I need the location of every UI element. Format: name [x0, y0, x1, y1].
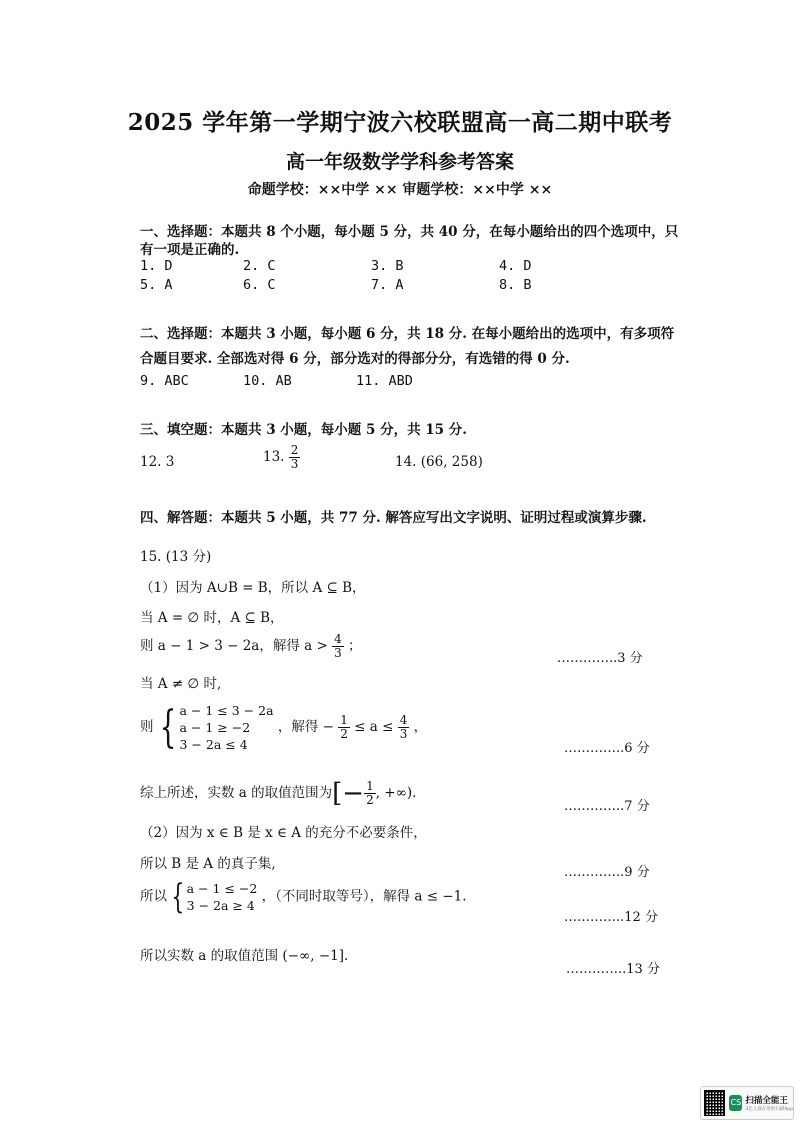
q15-system-1-row: a − 1 ≤ 3 − 2a: [179, 703, 274, 718]
answer-14-value: (66, 258): [420, 454, 483, 470]
q15-line9: [140, 877, 467, 917]
q15-line2: 当 A = ∅ 时，A ⊆ B，: [140, 610, 284, 626]
q15-line6-open: [−: [332, 778, 365, 809]
q15-line3-fraction: [332, 633, 344, 660]
q15-line7: （2）因为 x ∈ B 是 x ∈ A 的充分不必要条件，: [140, 825, 427, 841]
qr-code-icon: [704, 1090, 725, 1116]
score-7: …………..7 分: [564, 799, 650, 814]
school-info: 命题学校：××中学 ×× 审题学校：××中学 ××: [247, 182, 553, 198]
section2-heading-line1: 二、选择题：本题共 3 小题，每小题 6 分，共 18 分. 在每小题给出的选项中，有多项符: [140, 326, 675, 342]
q15-line6-close: , +∞).: [375, 785, 417, 801]
section4-heading: 四、解答题：本题共 5 小题，共 77 分. 解答应写出文字说明、证明过程或演算步骤.: [140, 510, 647, 526]
q15-system-1-row: 3 − 2a ≤ 4: [179, 737, 248, 752]
scanner-watermark: [700, 1086, 794, 1120]
answer-4: 4. D: [499, 258, 532, 274]
q15-line5-mid: ≤ a ≤: [354, 719, 394, 735]
score-13: …………..13 分: [566, 962, 660, 977]
answer-10: 10. AB: [243, 373, 292, 389]
q15-line6-numerator: 1: [366, 779, 374, 793]
answer-14: [395, 454, 483, 470]
q15-line8: 所以 B 是 A 的真子集,: [140, 856, 276, 872]
answer-13-label: 13.: [263, 449, 285, 465]
answer-13-numerator: 2: [290, 443, 299, 457]
score-12: …………..12 分: [564, 910, 658, 925]
answer-9: 9. ABC: [140, 373, 189, 389]
answer-11: 11. ABD: [356, 373, 413, 389]
answer-5: 5. A: [140, 277, 173, 293]
q15-system-2-row: a − 1 ≤ −2: [186, 881, 258, 896]
q15-line5-prefix: 则: [140, 719, 154, 735]
brace-icon: {: [171, 877, 185, 917]
answer-13-denominator: 3: [290, 457, 299, 471]
q15-line3-text: 则 a − 1 > 3 − 2a，解得 a >: [140, 638, 328, 654]
q15-line5-numerator-2: 4: [399, 713, 408, 727]
q15-line5-fraction-1: [338, 714, 350, 741]
q15-system-1: [180, 702, 274, 753]
q15-system-2-row: 3 − 2a ≥ 4: [186, 898, 255, 913]
q15-line3-denominator: 3: [334, 646, 342, 660]
answer-13-fraction: [289, 444, 301, 471]
q15-line5-numerator-1: 1: [340, 713, 348, 727]
q15-line5-text: ，解得 −: [277, 719, 334, 735]
section1-heading-line1: 一、选择题：本题共 8 个小题，每小题 5 分，共 40 分，在每小题给出的四个选项中，只: [140, 224, 679, 240]
scanner-tagline: 3亿人都在用的扫描App: [745, 1107, 793, 1112]
q15-system-1-row: a − 1 ≥ −2: [179, 720, 251, 735]
answer-1: 1. D: [140, 258, 173, 274]
page-title: 2025 学年第一学期宁波六校联盟高一高二期中联考: [127, 109, 673, 136]
answer-12-label: 12.: [140, 454, 162, 470]
q15-line6-text: 综上所述，实数 a 的取值范围为: [140, 785, 333, 801]
score-9: …………..9 分: [564, 865, 650, 880]
q15-line6: [140, 780, 416, 807]
q15-line3-end: ；: [348, 638, 362, 654]
answer-2: 2. C: [243, 258, 276, 274]
answer-6: 6. C: [243, 277, 276, 293]
score-3: …………..3 分: [557, 651, 643, 666]
q15-line6-fraction: [364, 780, 376, 807]
q15-line9-prefix: 所以: [140, 888, 167, 905]
q15-line4: 当 A ≠ ∅ 时,: [140, 676, 222, 692]
answer-7: 7. A: [371, 277, 404, 293]
section1-heading-line2: 有一项是正确的.: [140, 242, 240, 258]
q15-line5: [140, 702, 427, 753]
q15-line5-denominator-1: 2: [340, 727, 348, 741]
section2-heading-line2: 合题目要求. 全部选对得 6 分，部分选对的得部分分，有选错的得 0 分.: [140, 351, 570, 367]
q15-line9-text: ，（不同时取等号），解得 a ≤ −1.: [261, 888, 467, 905]
q15-line5-denominator-2: 3: [399, 727, 408, 741]
q15-line6-denominator: 2: [366, 793, 374, 807]
answer-13: [263, 444, 300, 471]
q15-line5-end: ，: [413, 719, 428, 735]
q15-line3-numerator: 4: [334, 632, 342, 646]
q15-title: 15. (13 分): [140, 549, 212, 565]
q15-line10: 所以实数 a 的取值范围 (−∞, −1].: [140, 948, 349, 964]
answer-3: 3. B: [371, 258, 404, 274]
answer-12-value: 3: [165, 454, 175, 470]
answer-12: [140, 454, 174, 470]
q15-system-2: [187, 880, 258, 914]
answer-8: 8. B: [499, 277, 532, 293]
page-subtitle: 高一年级数学学科参考答案: [285, 151, 514, 173]
brace-icon: {: [159, 701, 176, 753]
q15-line5-fraction-2: [398, 714, 410, 741]
q15-line3: [140, 633, 362, 660]
answer-14-label: 14.: [395, 454, 417, 470]
section3-heading: 三、填空题：本题共 3 小题，每小题 5 分，共 15 分.: [140, 422, 467, 438]
q15-line1: （1）因为 A∪B = B，所以 A ⊆ B，: [140, 580, 366, 596]
scanner-name: 扫描全能王: [745, 1096, 788, 1106]
scanner-watermark-text: [745, 1094, 793, 1112]
camscanner-logo-icon: CS: [729, 1095, 742, 1111]
score-6: …………..6 分: [564, 741, 650, 756]
